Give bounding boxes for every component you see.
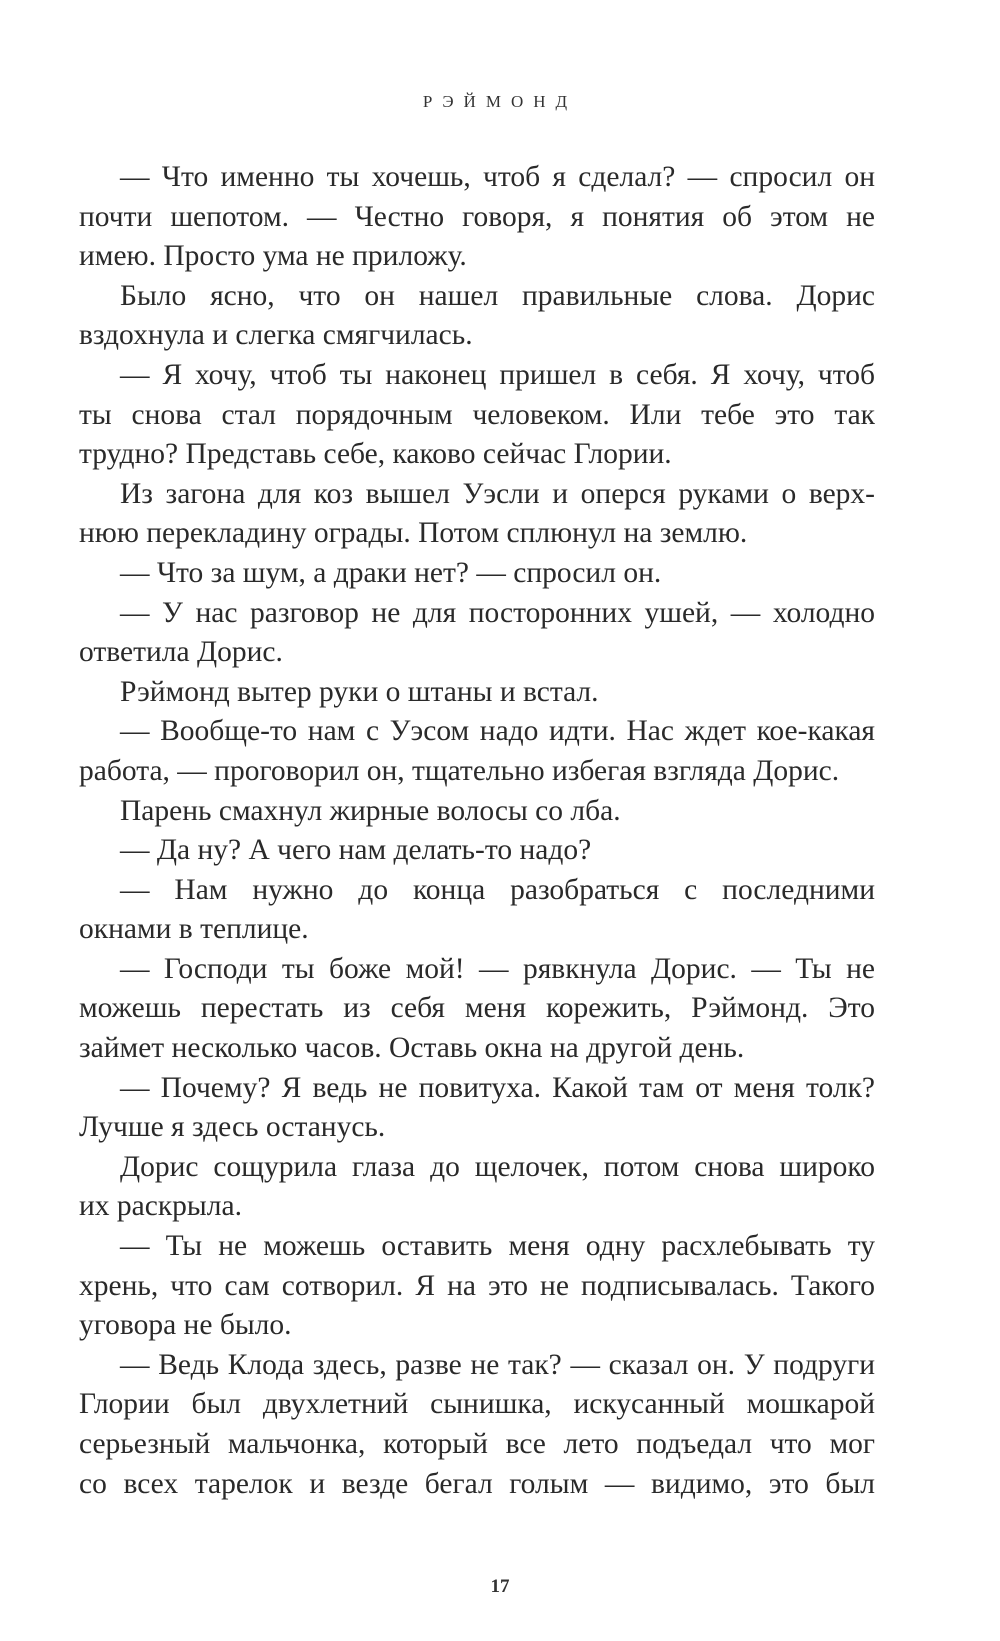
text-line: — Я хочу, чтоб ты наконец пришел в себя. Я хочу, чтоб [120, 358, 875, 391]
text-line: — Вообще-то нам с Уэсом надо идти. Нас ждет кое-какая [120, 715, 875, 748]
text-line: работа, — проговорил он, тщательно избегая взгляда Дорис. [79, 754, 840, 787]
text-line: займет несколько часов. Оставь окна на другой день. [79, 1032, 745, 1065]
text-line: Дорис сощурила глаза до щелочек, потом снова широко [120, 1150, 875, 1183]
text-line: Было ясно, что он нашел правильные слова. Дорис [120, 279, 875, 312]
text-line: серьезный мальчонка, который все лето подъедал что мог [79, 1428, 875, 1460]
body-text [79, 158, 875, 1504]
text-line: — Ведь Клода здесь, разве не так? — сказал он. У подруги [120, 1348, 875, 1381]
text-line: можешь перестать из себя меня корежить, Рэймонд. Это [79, 992, 875, 1025]
text-line: — Ты не можешь оставить меня одну расхлебывать ту [120, 1230, 875, 1263]
text-line: — Что именно ты хочешь, чтоб я сделал? — спросил он [120, 161, 875, 193]
text-line: почти шепотом. — Честно говоря, я понятия об этом не [79, 200, 875, 233]
text-line: имею. Просто ума не приложу. [79, 240, 467, 273]
text-line: ты снова стал порядочным человеком. Или тебе это так [79, 398, 875, 431]
text-line: Рэймонд вытер руки о штаны и встал. [120, 675, 599, 708]
text-line: — У нас разговор не для посторонних ушей, — холодно [120, 596, 875, 629]
text-line: трудно? Представь себе, каково сейчас Глории. [79, 438, 672, 471]
running-head: РЭЙМОНД [422, 92, 578, 111]
page-number: 17 [490, 1576, 510, 1597]
text-line: их раскрыла. [79, 1190, 242, 1223]
text-line: — Что за шум, а драки нет? — спросил он. [120, 556, 662, 589]
text-line: Глории был двухлетний сынишка, искусанный мошкарой [79, 1388, 875, 1421]
text-line: окнами в теплице. [79, 913, 309, 946]
text-line: вздохнула и слегка смягчилась. [79, 319, 473, 352]
text-line: — Да ну? А чего нам делать-то надо? [120, 834, 592, 867]
text-line: Лучше я здесь останусь. [79, 1111, 386, 1144]
text-line: Из загона для коз вышел Уэсли и оперся руками о верх- [120, 477, 875, 510]
text-line: — Почему? Я ведь не повитуха. Какой там от меня толк? [120, 1071, 875, 1104]
text-line: — Нам нужно до конца разобраться с последними [120, 873, 875, 906]
text-line: нюю перекладину ограды. Потом сплюнул на землю. [79, 517, 748, 550]
text-line: уговора не было. [79, 1309, 292, 1342]
text-line: — Господи ты боже мой! — рявкнула Дорис. — Ты не [120, 952, 875, 985]
text-line: хрень, что сам сотворил. Я на это не подписывалась. Такого [79, 1269, 875, 1302]
text-line: со всех тарелок и везде бегал голым — видимо, это был [79, 1467, 875, 1500]
text-line: Парень смахнул жирные волосы со лба. [120, 794, 621, 827]
text-line: ответила Дорис. [79, 636, 283, 669]
